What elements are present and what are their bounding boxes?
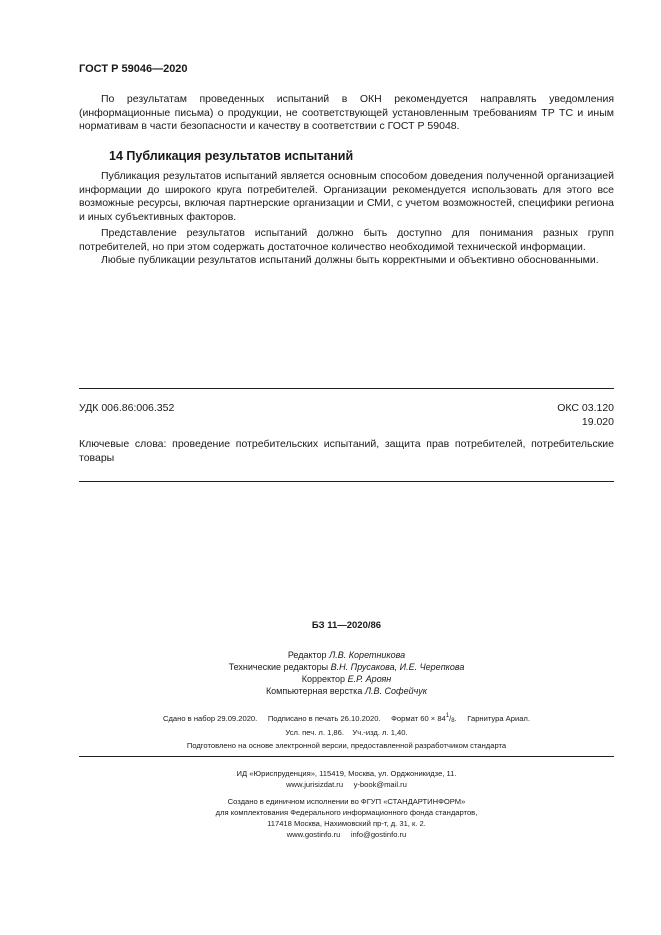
publisher-address: ИД «Юриспруденция», 115419, Москва, ул. Орджоникидзе, 11. — [236, 769, 457, 778]
publisher-block — [79, 768, 614, 790]
tech-editors-line — [79, 661, 614, 673]
created-line-2: для комплектования Федерального информационного фонда стандартов, — [215, 808, 478, 817]
signed-to-print: Подписано в печать 26.10.2020. — [267, 714, 381, 723]
tech-editors-label: Технические редакторы — [228, 662, 329, 672]
intro-paragraph: По результатам проведенных испытаний в ОКН рекомендуется направлять уведомления (информационные письма) о продукции, не соответствующей установленным требованиям ТР ТС и иным нормативам в части безопасности и качеству в соответствии с ГОСТ Р 59048. — [79, 93, 614, 132]
editor-name: Л.В. Коретникова — [329, 650, 406, 660]
corrector-name: Е.Р. Ароян — [347, 674, 392, 684]
editor-label: Редактор — [287, 650, 327, 660]
tech-editors-names: В.Н. Прусакова, И.Е. Черепкова — [330, 662, 465, 672]
gost-email: info@gostinfo.ru — [350, 830, 407, 839]
bottom-divider — [79, 481, 614, 482]
oks-line-1: ОКС 03.120 — [557, 402, 614, 414]
publish-sheets: Уч.-изд. л. 1,40. — [352, 728, 408, 737]
imprint-divider — [79, 756, 614, 757]
corrector-line — [79, 673, 614, 685]
print-sheets: Усл. печ. л. 1,86. — [285, 728, 344, 737]
typeface: Гарнитура Ариал. — [467, 714, 530, 723]
document-code: ГОСТ Р 59046—2020 — [79, 63, 188, 75]
udk-code: УДК 006.86:006.352 — [79, 402, 175, 414]
section-paragraph-2: Представление результатов испытаний должно быть доступно для понимания разных групп потребителей, но при этом содержать достаточное количество необходимой технической информации. — [79, 227, 614, 253]
sent-to-set: Сдано в набор 29.09.2020. — [163, 714, 258, 723]
publisher-email: y-book@mail.ru — [353, 780, 407, 789]
layout-name: Л.В. Софейчук — [364, 686, 428, 696]
section-paragraph-1: Публикация результатов испытаний является основным способом доведения полученной организацией информации до широкого круга потребителей. Организации рекомендуется использовать для этого все возможные ресурсы, включая партнерские организации и СМИ, с учетом возможностей, специфики региона и иных субъективных факторов. — [79, 170, 614, 223]
layout-line — [79, 685, 614, 697]
section-title: 14 Публикация результатов испытаний — [109, 149, 354, 163]
gost-web: www.gostinfo.ru — [286, 830, 341, 839]
editor-line — [79, 649, 614, 661]
section-paragraph-3: Любые публикации результатов испытаний должны быть корректными и объективно обоснованными. — [101, 254, 599, 266]
created-line-1: Создано в единичном исполнении во ФГУП «СТАНДАРТИНФОРМ» — [227, 797, 466, 806]
keywords: Ключевые слова: проведение потребительских испытаний, защита прав потребителей, потребительские товары — [79, 438, 614, 464]
creation-block — [79, 796, 614, 840]
print-details — [79, 711, 614, 738]
print-details-line-2 — [79, 727, 614, 738]
publisher-contacts — [79, 779, 614, 790]
layout-label: Компьютерная верстка — [265, 686, 363, 696]
oks-code — [514, 402, 614, 429]
publisher-web: www.jurisizdat.ru — [286, 780, 344, 789]
gost-contacts — [79, 829, 614, 840]
oks-line-2: 19.020 — [581, 415, 614, 428]
created-line-3: 117418 Москва, Нахимовский пр-т, д. 31, к. 2. — [267, 819, 426, 828]
prepared-note: Подготовлено на основе электронной версии, предоставленной разработчиком стандарта — [186, 741, 507, 750]
bz-number: БЗ 11—2020/86 — [311, 620, 382, 631]
format: Формат $60 \times 84^1/_8$. — [391, 713, 457, 724]
print-details-line-1 — [79, 711, 614, 727]
top-divider — [79, 388, 614, 389]
corrector-label: Корректор — [301, 674, 346, 684]
staff-list — [79, 649, 614, 697]
